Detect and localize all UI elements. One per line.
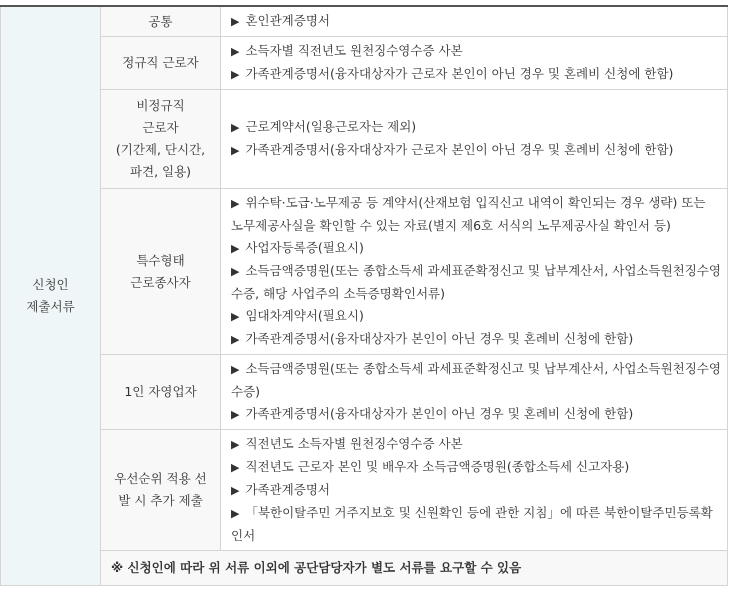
bullet-icon: ▶ bbox=[231, 507, 240, 520]
category-line: 비정규직 bbox=[136, 98, 185, 113]
category-cell bbox=[101, 6, 221, 37]
documents-cell bbox=[221, 90, 728, 189]
category-cell bbox=[101, 430, 221, 551]
documents-cell bbox=[221, 6, 728, 37]
bullet-icon: ▶ bbox=[231, 265, 240, 278]
required-documents-table bbox=[0, 5, 728, 586]
document-item: ▶ 위수탁·도급·노무제공 등 계약서(산재보험 입직신고 내역이 확인되는 경우 생략) 또는 노무제공사실을 확인할 수 있는 자료(별지 제6호 서식의 노무제공사실 확인서 등) bbox=[231, 195, 706, 233]
bullet-icon: ▶ bbox=[231, 197, 240, 210]
document-item: ▶ 임대차계약서(필요시) bbox=[231, 308, 364, 323]
category-cell bbox=[101, 189, 221, 355]
table-row bbox=[1, 189, 728, 355]
table-body bbox=[1, 6, 728, 586]
document-item: ▶ 가족관계증명서 bbox=[231, 482, 330, 497]
document-item: ▶ 근로계약서(일용근로자는 제외) bbox=[231, 119, 417, 134]
note-cell: ※ 신청인에 따라 위 서류 이외에 공단담당자가 별도 서류를 요구할 수 있음 bbox=[101, 551, 728, 586]
document-item: ▶ 가족관계증명서(융자대상자가 본인이 아닌 경우 및 혼례비 신청에 한함) bbox=[231, 331, 634, 346]
bullet-icon: ▶ bbox=[231, 144, 240, 157]
table-row bbox=[1, 6, 728, 37]
bullet-icon: ▶ bbox=[231, 15, 240, 28]
bullet-icon: ▶ bbox=[231, 121, 240, 134]
document-item: ▶ 사업자등록증(필요시) bbox=[231, 240, 364, 255]
document-item: ▶ 가족관계증명서(융자대상자가 본인이 아닌 경우 및 혼례비 신청에 한함) bbox=[231, 406, 634, 421]
bullet-icon: ▶ bbox=[231, 45, 240, 58]
category-line: 1인 자영업자 bbox=[124, 384, 197, 399]
bullet-icon: ▶ bbox=[231, 333, 240, 346]
table-row bbox=[1, 355, 728, 430]
document-item: ▶ 소득금액증명원(또는 종합소득세 과세표준확정신고 및 납부계산서, 사업소득원천징수영수증, 해당 사업주의 소득증명확인서류) bbox=[231, 263, 721, 301]
documents-cell bbox=[221, 189, 728, 355]
bullet-icon: ▶ bbox=[231, 310, 240, 323]
documents-cell bbox=[221, 430, 728, 551]
document-item: ▶ 가족관계증명서(융자대상자가 근로자 본인이 아닌 경우 및 혼례비 신청에 한함) bbox=[231, 142, 674, 157]
bullet-icon: ▶ bbox=[231, 363, 240, 376]
bullet-icon: ▶ bbox=[231, 242, 240, 255]
documents-cell bbox=[221, 355, 728, 430]
header-line: 신청인 bbox=[32, 277, 69, 292]
document-item: ▶ 소득금액증명원(또는 종합소득세 과세표준확정신고 및 납부계산서, 사업소득원천징수영수증) bbox=[231, 361, 721, 399]
document-item: ▶ 직전년도 근로자 본인 및 배우자 소득금액증명원(종합소득세 신고자용) bbox=[231, 459, 630, 474]
document-item: ▶ 「북한이탈주민 거주지보호 및 신원확인 등에 관한 지침」에 따른 북한이탈주민등록확인서 bbox=[231, 505, 713, 543]
category-line: 근로종사자 bbox=[130, 274, 191, 290]
bullet-icon: ▶ bbox=[231, 408, 240, 421]
category-line: (기간제, 단시간, bbox=[115, 142, 206, 157]
category-cell bbox=[101, 37, 221, 90]
category-line: 특수형태 bbox=[136, 252, 185, 268]
document-item: ▶ 직전년도 소득자별 원천징수영수증 사본 bbox=[231, 436, 463, 451]
documents-cell bbox=[221, 37, 728, 90]
bullet-icon: ▶ bbox=[231, 484, 240, 497]
bullet-icon: ▶ bbox=[231, 461, 240, 474]
category-cell bbox=[101, 355, 221, 430]
document-item: ▶ 혼인관계증명서 bbox=[231, 13, 330, 28]
table-row bbox=[1, 551, 728, 586]
table-row bbox=[1, 90, 728, 189]
category-line: 발 시 추가 제출 bbox=[118, 493, 203, 508]
table-row bbox=[1, 430, 728, 551]
category-line: 우선순위 적용 선 bbox=[114, 471, 207, 486]
bullet-icon: ▶ bbox=[231, 68, 240, 81]
document-item: ▶ 소득자별 직전년도 원천징수영수증 사본 bbox=[231, 43, 463, 58]
applicant-documents-header bbox=[1, 6, 101, 586]
category-cell bbox=[101, 90, 221, 189]
category-line: 공통 bbox=[148, 13, 173, 29]
document-item: ▶ 가족관계증명서(융자대상자가 근로자 본인이 아닌 경우 및 혼례비 신청에 한함) bbox=[231, 66, 674, 81]
category-line: 파견, 일용) bbox=[129, 164, 192, 179]
category-line: 근로자 bbox=[142, 120, 179, 135]
bullet-icon: ▶ bbox=[231, 438, 240, 451]
table-row bbox=[1, 37, 728, 90]
category-line: 정규직 근로자 bbox=[122, 55, 199, 70]
header-line: 제출서류 bbox=[26, 299, 75, 314]
